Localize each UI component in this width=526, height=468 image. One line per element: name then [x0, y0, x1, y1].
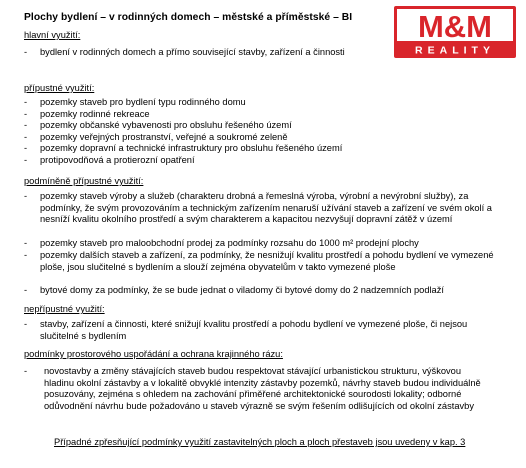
- bullet-dash: -: [24, 154, 28, 165]
- list-item: stavby, zařízení a činnosti, které snižují kvalitu prostředí a pohodu bydlení ve vymezené ploše, či nejsou slučitelné s bydlením: [40, 319, 468, 341]
- section-heading-spatial-conditions: podmínky prostorového uspořádání a ochrana krajinného rázu:: [24, 349, 283, 359]
- bullet-dash: -: [24, 97, 28, 107]
- bullet-dash: -: [24, 250, 28, 260]
- list-item: novostavby a změny stávajících staveb budou respektovat stávající urbanistickou strukturu, výškovou hladinu okolní zástavby a v lokalitě obvyklé intenzity zástavby pozemků, návrhy staveb budou individuálně posuzovány, zejména s ohledem na zachování přiměřené architektonické sourodosti lokality; odborné odůvodnění návrhu bude požadováno u staveb výrazně se svým řešením odlišujících od okolní zástavby: [44, 366, 481, 411]
- list-item: pozemky staveb pro maloobchodní prodej za podmínky rozsahu do 1000 m² prodejní plochy: [40, 238, 419, 248]
- document-title: Plochy bydlení – v rodinných domech – městské a příměstské – BI: [24, 12, 353, 23]
- section-heading-conditional-use: podmíněně přípustné využití:: [24, 176, 144, 186]
- list-item: pozemky rodinné rekreace: [40, 108, 150, 119]
- bullet-dash: -: [24, 285, 28, 295]
- list-item: pozemky dopravní a technické infrastruktury pro obsluhu řešeného území: [40, 143, 343, 153]
- logo-mark: M&M: [417, 9, 493, 44]
- bullet-dash: -: [24, 191, 28, 201]
- footer-note: Případné zpřesňující podmínky využití zastavitelných ploch a ploch přestaveb jsou uvedeny v kap. 3: [54, 437, 466, 447]
- list-item: protipovodňová a protierozní opatření: [40, 154, 195, 165]
- bullet-dash: -: [24, 108, 28, 119]
- bullet-dash: -: [24, 366, 28, 376]
- list-item: bydlení v rodinných domech a přímo související stavby, zařízení a činnosti: [40, 47, 345, 57]
- bullet-dash: -: [24, 47, 28, 57]
- list-item: pozemky dalších staveb a zařízení, za podmínky, že nesnižují kvalitu prostředí a pohodu bydlení ve vymezené ploše, jsou slučitelné s bydlením a slouží zejména obyvatelům v takto vymezené ploše: [40, 250, 494, 272]
- mm-reality-logo: [394, 6, 516, 58]
- section-heading-permitted-use: přípustné využití:: [24, 83, 95, 93]
- bullet-dash: -: [24, 143, 28, 153]
- bullet-dash: -: [24, 120, 28, 130]
- list-item: bytové domy za podmínky, že se bude jednat o viladomy či bytové domy do 2 nadzemních podlaží: [40, 285, 444, 295]
- bullet-dash: -: [24, 319, 28, 329]
- list-item: pozemky veřejných prostranství, veřejné a soukromé zeleně: [40, 131, 288, 142]
- bullet-dash: -: [24, 131, 28, 142]
- bullet-dash: -: [24, 238, 28, 248]
- list-item: pozemky občanské vybavenosti pro obsluhu řešeného území: [40, 120, 292, 130]
- section-heading-prohibited-use: nepřípustné využití:: [24, 304, 105, 314]
- section-heading-main-use: hlavní využití:: [24, 30, 81, 40]
- logo-subtext: REALITY: [415, 44, 495, 57]
- list-item: pozemky staveb výroby a služeb (charakteru drobná a řemeslná výroba, výrobní a nevýrobní služby), za podmínky, že svým provozováním a technickým zařízením nenaruší užívání staveb a zařízení ve svém okolí a nesníží kvalitu okolního prostředí a svým charakterem a kapacitou nezvyšují dopravní zátěž v území: [40, 191, 492, 225]
- list-item: pozemky staveb pro bydlení typu rodinného domu: [40, 97, 246, 107]
